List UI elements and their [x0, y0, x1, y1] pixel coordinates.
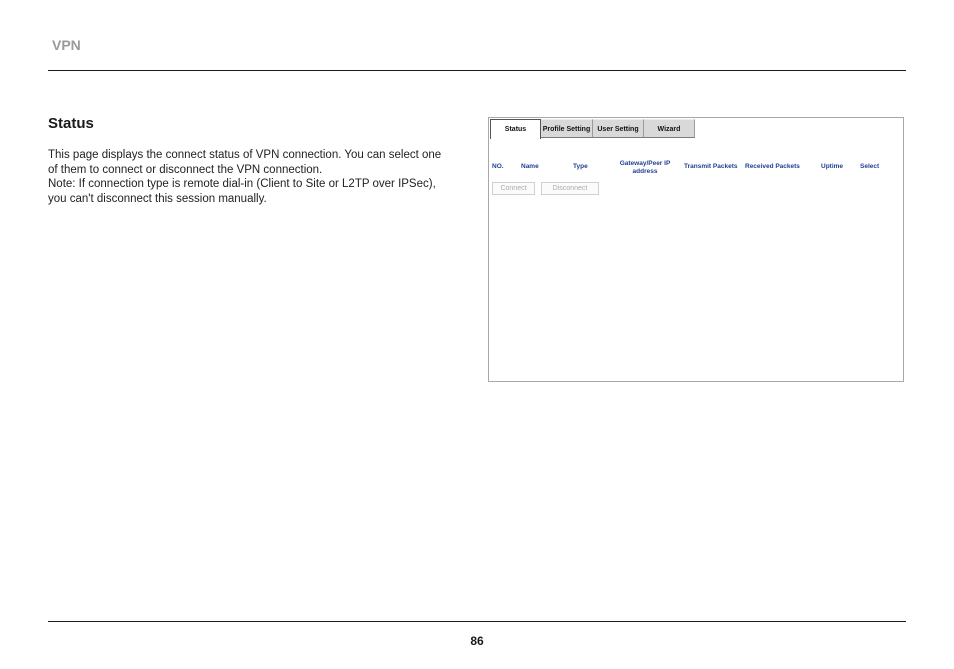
- body-text: [48, 148, 448, 206]
- page-heading: Status: [48, 115, 94, 132]
- column-header-name: Name: [521, 163, 539, 170]
- tab-profile-setting[interactable]: Profile Setting: [541, 119, 593, 138]
- column-header-select: Select: [860, 163, 880, 170]
- header-divider: [48, 70, 906, 71]
- column-header-received-packets: Received Packets: [745, 163, 800, 170]
- tab-user-setting[interactable]: User Setting: [593, 119, 644, 138]
- tab-wizard[interactable]: Wizard: [644, 119, 695, 138]
- column-header-gateway: Gateway/Peer IP address: [619, 160, 671, 175]
- note-paragraph: Note: If connection type is remote dial-in (Client to Site or L2TP over IPSec), you can't disconnect this session manually.: [48, 178, 436, 205]
- disconnect-button[interactable]: Disconnect: [541, 182, 599, 195]
- section-title: VPN: [52, 37, 81, 53]
- footer-divider: [48, 621, 906, 622]
- column-header-no: NO.: [492, 163, 504, 170]
- page-number: 86: [470, 634, 484, 648]
- tab-bar: [490, 119, 695, 139]
- description-paragraph: This page displays the connect status of VPN connection. You can select one of them to connect or disconnect the VPN connection.: [48, 149, 442, 176]
- vpn-status-screenshot: [488, 117, 904, 382]
- tab-status[interactable]: Status: [490, 119, 541, 139]
- connect-button[interactable]: Connect: [492, 182, 535, 195]
- column-header-uptime: Uptime: [821, 163, 844, 170]
- column-header-type: Type: [573, 163, 588, 170]
- column-header-transmit-packets: Transmit Packets: [684, 163, 738, 170]
